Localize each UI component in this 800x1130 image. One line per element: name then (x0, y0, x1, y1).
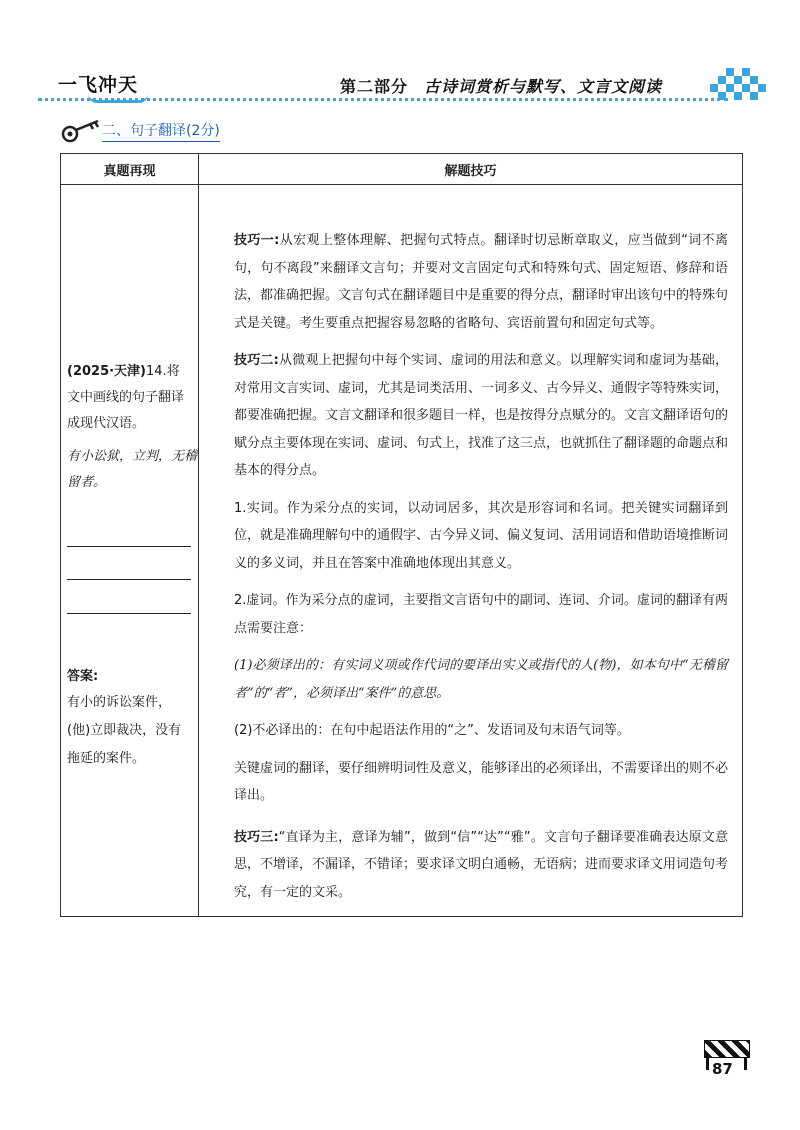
answer-label: 答案: (67, 669, 99, 684)
answer-blank-line (67, 546, 191, 547)
tip-text: 从微观上把握句中每个实词、虚词的用法和意义。以理解实词和虚词为基础，对常用文言实词、虚词，尤其是词类活用、一词多义、古今异义、通假字等特殊实词，都要准确把握。文言文翻译和很多题目一样，也是按得分点赋分的。文言文翻译语句的赋分点主要体现在实词、虚词、句式上，找准了这三点，也就抓住了翻译题的命题点和基本的得分点。 (234, 353, 729, 478)
tip-text: 从宏观上整体理解、把握句式特点。翻译时切忌断章取义，应当做到“词不离句，句不离段”来翻译文言句；并要对文言固定句式和特殊句式、固定短语、修辞和语法，都准确把握。文言句式在翻译题目中是重要的得分点，翻译时审出该句中的特殊句式是关键。考生要重点把握容易忽略的省略句、宾语前置句和固定句式等。 (234, 233, 729, 331)
question-line (67, 362, 180, 382)
key-icon (60, 117, 106, 145)
page-header (38, 62, 762, 104)
chapter-part: 第二部分 (340, 77, 409, 96)
question-number: 14.将 (146, 364, 180, 379)
tip-paragraph (234, 587, 728, 642)
page-number-badge (698, 1038, 756, 1080)
tip-paragraph (234, 495, 728, 578)
technique-table (60, 153, 743, 917)
tip-text: (2)不必译出的：在句中起语法作用的“之”、发语词及句末语气词等。 (234, 723, 630, 738)
header-rule (38, 98, 728, 101)
tip-label: 技巧三: (234, 829, 279, 845)
technique-cell (199, 185, 743, 917)
tip-text: (1)必须译出的：有实词义项或作代词的要译出实义或指代的人(物)，如本句中“无稽留者”的“者”，必须译出“案件”的意思。 (234, 658, 728, 701)
answer-blank-line (67, 613, 191, 614)
tip-label: 技巧一: (234, 233, 280, 248)
checker-decoration (710, 68, 768, 100)
tip-paragraph (234, 824, 728, 907)
brand-logo (58, 70, 138, 97)
tip-text: “直译为主，意译为辅”，做到“信”“达”“雅”。文言句子翻译要准确表达原文意思，不增译，不漏译，不错译；要求译文明白通畅，无语病；进而要求译文用词造句考究，有一定的文采。 (234, 829, 729, 900)
quoted-sentence: 有小讼狱，立判，无稽 (67, 449, 198, 464)
question-line: 成现代汉语。 (67, 416, 146, 431)
chapter-subtitle: 古诗词赏析与默写、文言文阅读 (424, 77, 663, 96)
tip-label: 技巧二: (234, 353, 279, 368)
answer-blank-line (67, 579, 191, 580)
answer-line: 有小的诉讼案件， (67, 695, 172, 710)
chapter-title (340, 74, 662, 97)
column-header-technique: 解题技巧 (199, 154, 743, 185)
tip-paragraph (234, 717, 728, 745)
answer-line: 拖延的案件。 (67, 751, 146, 766)
tip-paragraph (234, 652, 728, 707)
tip-text: 关键虚词的翻译，要仔细辨明词性及意义，能够译出的必须译出，不需要译出的则不必译出。 (234, 760, 729, 803)
tip-text: 1.实词。作为采分点的实词，以动词居多，其次是形容词和名词。把关键实词翻译到位，就是准确理解句中的通假字、古今异义词、偏义复词、活用词语和借助语境推断词义的多义词，并且在答案中准确地体现出其意义。 (234, 500, 729, 571)
section-title: 二、句子翻译(2分) (102, 120, 220, 142)
page-number: 87 (712, 1060, 733, 1078)
tip-paragraph (234, 755, 728, 810)
question-source: (2025·天津) (67, 364, 147, 379)
tip-paragraph (234, 347, 728, 485)
quoted-sentence: 留者。 (67, 475, 107, 490)
brand-text: 一飞冲天 (58, 74, 139, 96)
tip-paragraph (234, 227, 728, 337)
column-header-question: 真题再现 (61, 154, 199, 185)
question-cell (61, 185, 199, 917)
question-line: 文中画线的句子翻译 (67, 390, 185, 405)
tip-text: 2.虚词。作为采分点的虚词，主要指文言语句中的副词、连词、介词。虚词的翻译有两点需要注意： (234, 593, 728, 636)
striped-barrier-icon (704, 1040, 750, 1058)
answer-line: (他)立即裁决，没有 (67, 723, 182, 738)
